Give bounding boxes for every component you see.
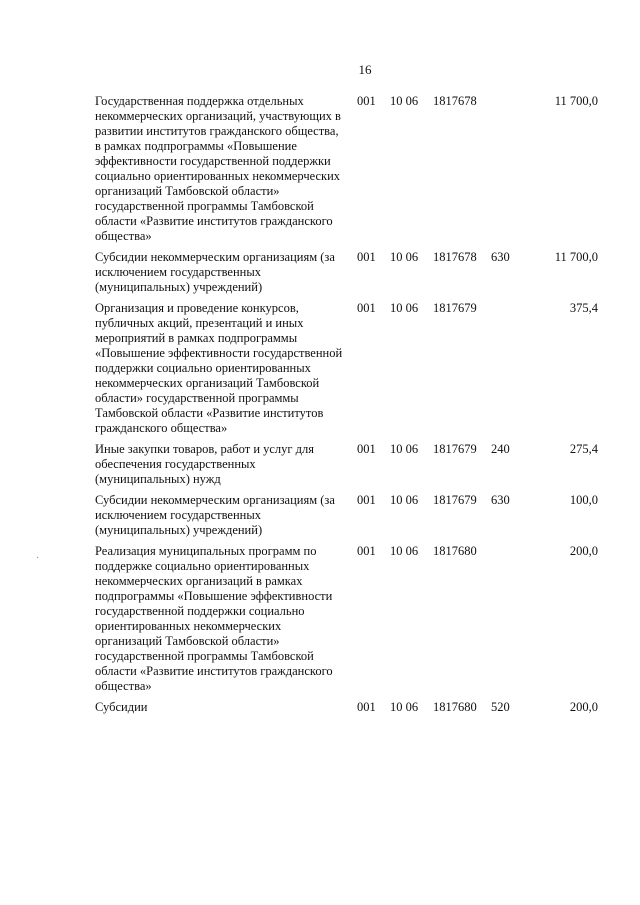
row-description: Организация и проведение конкурсов, публичных акций, презентаций и иных мероприятий в рамках подпрограммы «Повышение эффективности государственной поддержки социально ориентированных некоммерческих организаций Тамбовской области» государственной программы Тамбовской области «Развитие институтов гражданского общества» [95,301,343,435]
section-code: 10 06 [390,94,419,108]
section-code: 10 06 [390,301,419,315]
ministry-code: 001 [357,301,376,315]
row-description: Субсидии некоммерческим организациям (за исключением государственных (муниципальных) учреждений) [95,493,335,537]
section-code: 10 06 [390,493,419,507]
expense-type-code: 520 [491,700,510,714]
section-code: 10 06 [390,700,419,714]
expense-type-code: 630 [491,250,510,264]
table-row [0,442,640,487]
table-row [0,544,640,694]
target-article-code: 1817680 [433,700,477,714]
table-row [0,493,640,538]
ministry-code: 001 [357,442,376,456]
section-code: 10 06 [390,544,419,558]
table-row [0,700,640,715]
target-article-code: 1817679 [433,301,477,315]
amount: 11 700,0 [554,94,598,108]
budget-table [0,94,640,721]
section-code: 10 06 [390,250,419,264]
target-article-code: 1817678 [433,250,477,264]
page-number: 16 [358,62,372,77]
ministry-code: 001 [357,94,376,108]
row-description: Субсидии некоммерческим организациям (за исключением государственных (муниципальных) учреждений) [95,250,335,294]
ministry-code: 001 [357,700,376,714]
amount: 375,4 [569,301,598,315]
expense-type-code: 630 [491,493,510,507]
ministry-code: 001 [357,544,376,558]
amount: 11 700,0 [554,250,598,264]
expense-type-code: 240 [491,442,510,456]
table-row [0,250,640,295]
amount: 275,4 [569,442,598,456]
margin-mark: · [36,553,40,564]
row-description: Субсидии [95,700,148,714]
section-code: 10 06 [390,442,419,456]
amount: 200,0 [569,700,598,714]
table-row [0,301,640,436]
target-article-code: 1817679 [433,493,477,507]
amount: 200,0 [569,544,598,558]
target-article-code: 1817679 [433,442,477,456]
amount: 100,0 [569,493,598,507]
row-description: Государственная поддержка отдельных некоммерческих организаций, участвующих в развитии институтов гражданского общества, в рамках подпрограммы «Повышение эффективности государственной поддержки социально ориентированных некоммерческих организаций Тамбовской области» государственной программы Тамбовской области «Развитие институтов гражданского общества» [95,94,341,243]
target-article-code: 1817680 [433,544,477,558]
row-description: Реализация муниципальных программ по поддержке социально ориентированных некоммерческих организаций в рамках подпрограммы «Повышение эффективности государственной поддержки социально ориентированных некоммерческих организаций Тамбовской области» государственной программы Тамбовской области «Развитие институтов гражданского общества» [95,544,333,693]
row-description: Иные закупки товаров, работ и услуг для обеспечения государственных (муниципальных) нужд [95,442,315,486]
ministry-code: 001 [357,250,376,264]
target-article-code: 1817678 [433,94,477,108]
ministry-code: 001 [357,493,376,507]
table-row [0,94,640,244]
